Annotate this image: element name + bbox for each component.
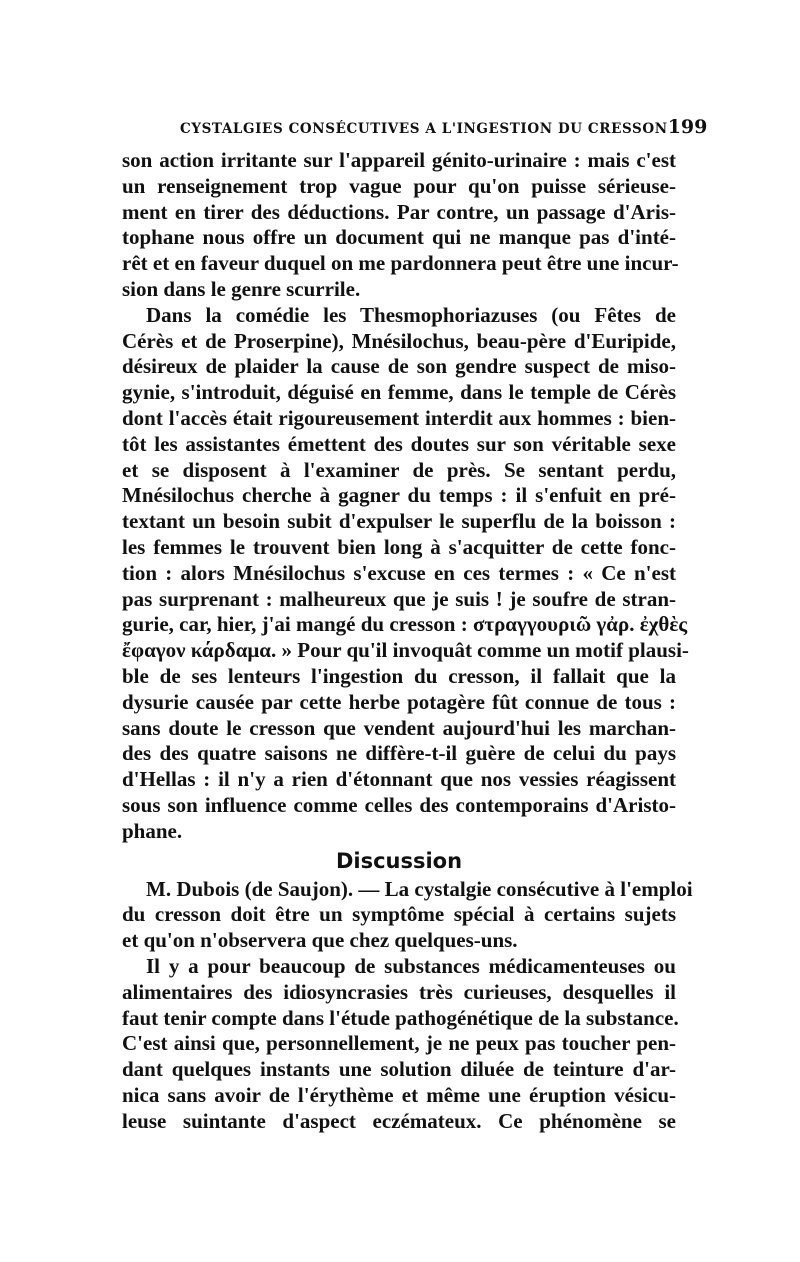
text-line: pas surprenant : malheureux que je suis ! je soufre de stran- bbox=[122, 586, 676, 611]
text-line: des des quatre saisons ne diffère-t-il guère de celui du pays bbox=[122, 741, 676, 766]
text-line: sion dans le genre scurrile. bbox=[122, 276, 361, 301]
text-line: dysurie causée par cette herbe potagère fût connue de tous : bbox=[122, 689, 676, 714]
text-line: C'est ainsi que, personnellement, je ne peux pas toucher pen- bbox=[122, 1031, 676, 1056]
text-line: son action irritante sur l'appareil génito-urinaire : mais c'est bbox=[122, 148, 676, 172]
text-line: ment en tirer des déductions. Par contre, un passage d'Aris- bbox=[122, 199, 676, 224]
page-number: 199 bbox=[667, 116, 708, 138]
section-heading: Discussion bbox=[335, 848, 463, 873]
text-line: d'Hellas : il n'y a rien d'étonnant que nos vessies réagissent bbox=[122, 767, 676, 792]
text-line: gurie, car, hier, j'ai mangé du cresson : στραγγουριῶ γἀρ. ἐχθὲς bbox=[122, 612, 688, 637]
text-line: dont l'accès était rigoureusement interdit aux hommes : bien- bbox=[122, 405, 676, 430]
text-line: dant quelques instants une solution diluée de teinture d'ar- bbox=[122, 1057, 676, 1082]
text-line: textant un besoin subit d'expulser le superflu de la boisson : bbox=[122, 509, 676, 534]
text-line: tophane nous offre un document qui ne manque pas d'inté- bbox=[122, 225, 676, 250]
text-line: et se disposent à l'examiner de près. Se sentant perdu, bbox=[122, 457, 676, 482]
text-line: sous son influence comme celles des contemporains d'Aristo- bbox=[122, 792, 676, 817]
text-line: M. Dubois (de Saujon). — La cystalgie consécutive à l'emploi bbox=[146, 876, 693, 901]
text-line: ἔφαγον κάρδαμα. » Pour qu'il invoquât comme un motif plausi- bbox=[122, 638, 689, 663]
text-line: rêt et en faveur duquel on me pardonnera peut être une incur- bbox=[122, 251, 679, 276]
text-line: Il y a pour beaucoup de substances médicamenteuses ou bbox=[146, 953, 676, 978]
text-line: du cresson doit être un symptôme spécial à certains sujets bbox=[122, 902, 676, 927]
text-line: gynie, s'introduit, déguisé en femme, dans le temple de Cérès bbox=[122, 380, 676, 405]
body-text bbox=[122, 148, 693, 1134]
text-line: tôt les assistantes émettent des doutes sur son véritable sexe bbox=[122, 431, 676, 456]
text-line: Mnésilochus cherche à gagner du temps : il s'enfuit en pré- bbox=[122, 483, 676, 508]
text-line: ble de ses lenteurs l'ingestion du cresson, il fallait que la bbox=[122, 663, 676, 688]
text-line: leuse suintante d'aspect eczémateux. Ce phénomène se bbox=[122, 1108, 676, 1133]
text-line: et qu'on n'observera que chez quelques-uns. bbox=[122, 928, 518, 953]
text-line: phane. bbox=[122, 818, 183, 843]
text-line: faut tenir compte dans l'étude pathogénétique de la substance. bbox=[122, 1005, 679, 1030]
text-line: Cérès et de Proserpine), Mnésilochus, beau-père d'Euripide, bbox=[122, 328, 676, 353]
text-line: alimentaires des idiosyncrasies très curieuses, desquelles il bbox=[122, 979, 676, 1004]
text-line: un renseignement trop vague pour qu'on puisse sérieuse- bbox=[122, 173, 676, 198]
text-line: tion : alors Mnésilochus s'excuse en ces termes : « Ce n'est bbox=[122, 560, 676, 585]
text-line: désireux de plaider la cause de son gendre suspect de miso- bbox=[122, 354, 676, 379]
running-title: CYSTALGIES CONSÉCUTIVES A L'INGESTION DU CRESSON bbox=[180, 121, 668, 137]
running-header bbox=[180, 116, 708, 140]
text-line: Dans la comédie les Thesmophoriazuses (ou Fêtes de bbox=[146, 302, 676, 327]
text-line: sans doute le cresson que vendent aujourd'hui les marchan- bbox=[122, 715, 676, 740]
text-line: les femmes le trouvent bien long à s'acquitter de cette fonc- bbox=[122, 534, 676, 559]
text-line: nica sans avoir de l'érythème et même une éruption vésicu- bbox=[122, 1082, 676, 1107]
